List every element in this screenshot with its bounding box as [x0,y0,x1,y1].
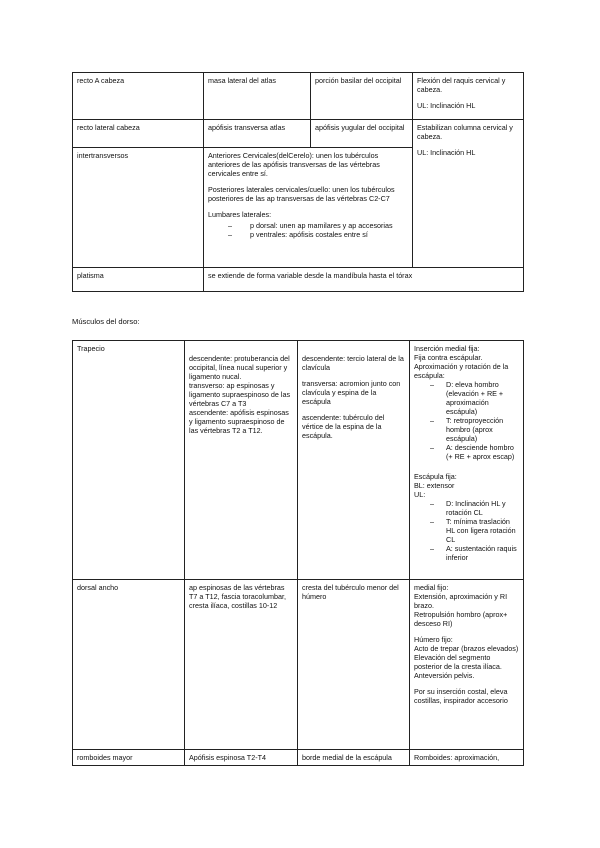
function-line: Anteversión pelvis. [414,671,475,680]
origin-line: descendente: protuberancia del occipital, línea nucal superior y ligamento nucal. [189,354,290,381]
lumbares-list [208,221,408,239]
function-line: medial fijo: [414,583,449,592]
function-cell [413,120,524,268]
function-line: Flexión del raquis cervical y cabeza. [417,76,506,94]
function-line: Húmero fijo: [414,635,453,644]
function-line: UL: Inclinación HL [417,148,476,157]
origin-cell: apófisis transversa atlas [204,120,311,148]
insertion-cell: cresta del tubérculo menor del húmero [298,580,410,750]
insertion-line: ascendente: tubérculo del vértice de la espina de la escápula. [302,413,385,440]
function-cell [410,580,524,750]
function-title: Inserción medial fija: [414,344,480,353]
list-item: – A: sustentación raquis inferior [430,544,519,562]
back-muscles-table [72,340,524,766]
lumbares-title: Lumbares laterales: [208,210,272,219]
muscle-name-cell: dorsal ancho [73,580,185,750]
list-item: – D: eleva hombro (elevación + RE + aproximación escápula) [430,380,519,416]
anteriores-text: Anteriores Cervicales(delCerelo): unen los tubérculos anteriores de las apófisis transversas de las vértebras cervicales entre sí. [208,151,380,178]
muscle-name-cell: recto lateral cabeza [73,120,204,148]
list-item: – D: Inclinación HL y rotación CL [430,499,519,517]
origin-cell [185,341,298,580]
origin-line: transverso: ap espinosas y ligamento supraespinoso de las vértebras C7 a T3 [189,381,291,408]
function-line: BL: extensor [414,481,455,490]
function-line: Retropulsión hombro (aprox+ desceso RI) [414,610,508,628]
function-list [414,380,519,461]
origin-cell: masa lateral del atlas [204,73,311,120]
posteriores-text: Posteriores laterales cervicales/cuello: unen los tubérculos posteriores de las ap transversas de las vértebras C2-C7 [208,185,395,203]
table-row [73,750,524,766]
function-line: Aproximación y rotación de la escápula: [414,362,509,380]
table-row [73,341,524,580]
neck-muscles-table [72,72,524,292]
function-line: UL: Inclinación HL [417,101,476,110]
function-cell: Romboides: aproximación, [410,750,524,766]
description-cell: se extiende de forma variable desde la mandíbula hasta el tórax [204,268,524,292]
insertion-cell: borde medial de la escápula [298,750,410,766]
function-line: Extensión, aproximación y RI brazo. [414,592,508,610]
origin-line: ascendente: apófisis espinosas y ligamento supraespinoso de las vértebras T2 a T12. [189,408,289,435]
muscle-name-cell: platisma [73,268,204,292]
muscle-name-cell: Trapecio [73,341,185,580]
list-item: – A: desciende hombro (+ RE + aprox escap) [430,443,519,461]
section-heading: Músculos del dorso: [72,317,140,326]
function-line: UL: [414,490,426,499]
list-item: – T: retroproyección hombro (aprox escápula) [430,416,519,443]
origin-cell: Apófisis espinosa T2-T4 [185,750,298,766]
description-cell [204,148,413,268]
table-row [73,73,524,120]
insertion-line: descendente: tercio lateral de la clavícula [302,354,404,372]
table-row [73,580,524,750]
function-line: Estabilizan columna cervical y cabeza. [417,123,513,141]
list-item: – p ventrales: apófisis costales entre sí [228,230,408,239]
function-cell [413,73,524,120]
function-cell [410,341,524,580]
table-row [73,120,524,148]
insertion-cell: apófisis yugular del occipital [311,120,413,148]
function-line: Por su inserción costal, eleva costillas, inspirador accesorio [414,687,508,705]
list-item: – T: mínima traslación HL con ligera rotación CL [430,517,519,544]
muscle-name-cell: recto A cabeza [73,73,204,120]
list-item: – p dorsal: unen ap mamilares y ap accesorias [228,221,408,230]
insertion-line: transversa: acromion junto con clavícula y espina de la escápula [302,379,401,406]
muscle-name-cell: intertransversos [73,148,204,268]
function-line: Acto de trepar (brazos elevados) [414,644,519,653]
insertion-cell: porción basilar del occipital [311,73,413,120]
origin-cell: ap espinosas de las vértebras T7 a T12, fascia toracolumbar, cresta ilíaca, costillas 10-12 [185,580,298,750]
function-title: Escápula fija: [414,472,457,481]
function-line: Fija contra escápular. [414,353,483,362]
table-row [73,268,524,292]
function-line: Elevación del segmento posterior de la cresta ilíaca. [414,653,502,671]
function-list [414,499,519,562]
insertion-cell [298,341,410,580]
muscle-name-cell: romboides mayor [73,750,185,766]
